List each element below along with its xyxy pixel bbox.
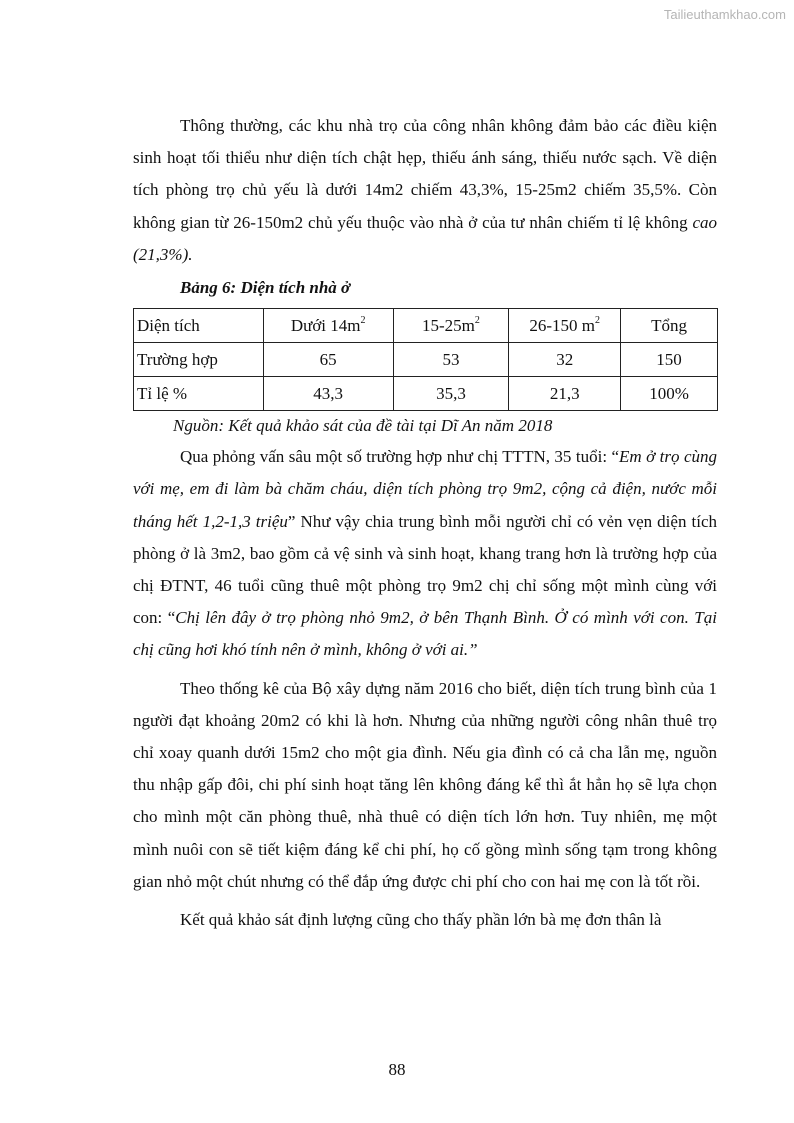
paragraph-2-text: ” Như vậy chia trung bình mỗi người chỉ có vẻn vẹn diện tích phòng ở là 3m2, bao gồm cả vệ sinh và sinh hoạt, khang trang hơn là trường hợp của chị ĐTNT, 46 tuổi cũng thuê một phòng trọ 9m2 chị chỉ sống một mình cùng với con: “ [133, 511, 717, 628]
table-row [134, 343, 718, 377]
paragraph-2 [133, 441, 717, 666]
table-cell: 43,3 [263, 377, 393, 411]
header-cell [509, 309, 621, 343]
table-cell: 21,3 [509, 377, 621, 411]
header-cell: Tổng [621, 309, 718, 343]
header-cell: Diện tích [134, 309, 264, 343]
paragraph-4: Kết quả khảo sát định lượng cũng cho thấy phần lớn bà mẹ đơn thân là [180, 910, 662, 930]
watermark: Tailieuthamkhao.com [663, 7, 786, 22]
paragraph-1 [133, 110, 717, 271]
superscript: 2 [360, 314, 366, 326]
table-cell: 100% [621, 377, 718, 411]
row-label: Tỉ lệ % [134, 377, 264, 411]
document-body [133, 110, 717, 936]
superscript: 2 [595, 314, 601, 326]
table-cell: 35,3 [393, 377, 509, 411]
header-cell [263, 309, 393, 343]
header-cell [393, 309, 509, 343]
area-table [133, 308, 718, 411]
quote-2: Chị lên đây ở trọ phòng nhỏ 9m2, ở bên Thạnh Bình. Ở có mình với con. Tại chị cũng hơi khó tính nên ở mình, không ở với ai.” [133, 608, 717, 660]
header-cell-text: 15-25m [421, 315, 475, 335]
header-cell-text: Dưới 14m [290, 315, 361, 335]
table-row [134, 377, 718, 411]
paragraph-3: Theo thống kê của Bộ xây dựng năm 2016 cho biết, diện tích trung bình của 1 người đạt khoảng 20m2 có khi là hơn. Nhưng của những người công nhân thuê trọ chỉ xoay quanh dưới 15m2 cho một gia đình. Nếu gia đình có cả cha lẫn mẹ, nguồn thu nhập gấp đôi, chi phí sinh hoạt tăng lên không đáng kể thì ắt hẳn họ sẽ lựa chọn cho mình một căn phòng thuê, nhà thuê có diện tích lớn hơn. Tuy nhiên, mẹ một mình nuôi con sẽ tiết kiệm đáng kể chi phí, họ cố gồng mình sống tạm trong không gian nhỏ một chút nhưng có thể đắp ứng được chi phí cho con hai mẹ con là tốt rồi. [133, 678, 717, 891]
paragraph-1-italic: cao (21,3%). [133, 212, 717, 264]
table-source: Nguồn: Kết quả khảo sát của đề tài tại Dĩ An năm 2018 [173, 416, 553, 436]
page-number: 88 [388, 1060, 406, 1079]
header-cell-text: 26-150 m [529, 315, 596, 335]
row-label: Trường hợp [134, 343, 264, 377]
table-caption: Bảng 6: Diện tích nhà ở [180, 278, 351, 298]
table-cell: 150 [621, 343, 718, 377]
table-cell: 32 [509, 343, 621, 377]
paragraph-2-text: Qua phỏng vấn sâu một số trường hợp như chị TTTN, 35 tuổi: “ [180, 447, 620, 467]
table-cell: 53 [393, 343, 509, 377]
table-header-row [134, 309, 718, 343]
quote-1: Em ở trọ cùng với mẹ, em đi làm bà chăm cháu, diện tích phòng trọ 9m2, cộng cả điện, nước mỗi tháng hết 1,2-1,3 triệu [133, 447, 717, 531]
superscript: 2 [474, 314, 480, 326]
table-cell: 65 [263, 343, 393, 377]
paragraph-1-text: Thông thường, các khu nhà trọ của công nhân không đảm bảo các điều kiện sinh hoạt tối thiểu như diện tích chật hẹp, thiếu ánh sáng, thiếu nước sạch. Về diện tích phòng trọ chủ yếu là dưới 14m2 chiếm 43,3%, 15-25m2 chiếm 35,5%. Còn không gian từ 26-150m2 chủ yếu thuộc vào nhà ở của tư nhân chiếm tỉ lệ không [133, 116, 717, 232]
